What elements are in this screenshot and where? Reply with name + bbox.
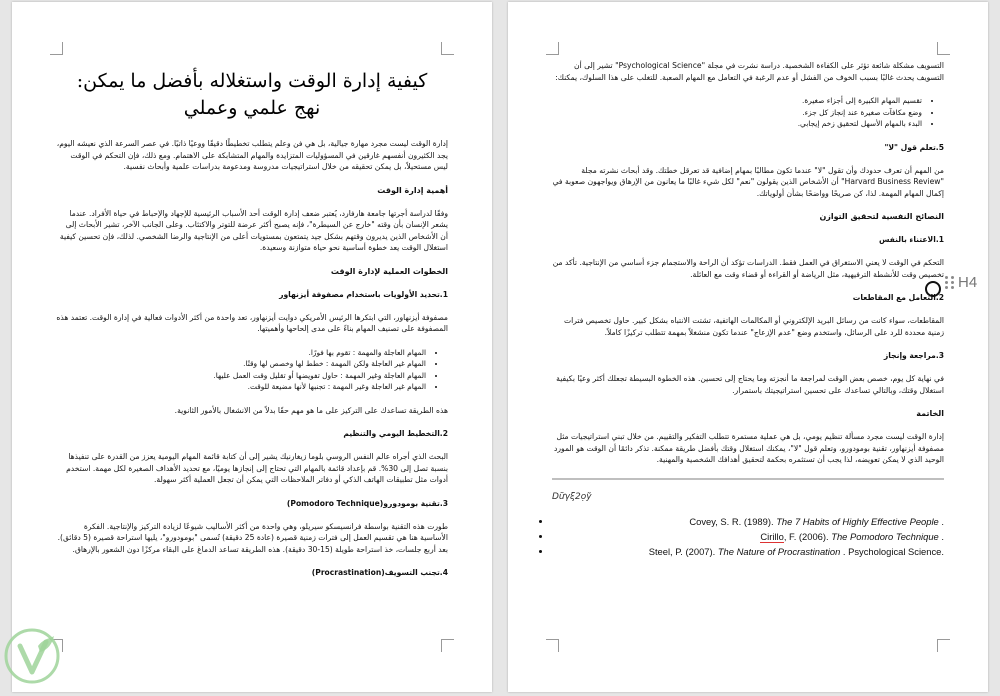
page-content[interactable]	[552, 60, 944, 559]
reference-title: The Pomodoro Technique	[831, 530, 939, 542]
tip-3-paragraph: في نهاية كل يوم، خصص بعض الوقت لمراجعة ما أنجزته وما يحتاج إلى تحسين. هذه الخطوة البسيطة تجعلك أكثر وعيًا بكيفية استغلال وقتك، وبالتالي تساعدك على تحسين استراتيجيتك باستمرار.	[556, 374, 944, 395]
reference-title: The 7 Habits of Highly Effective People	[776, 515, 939, 527]
references-list	[552, 514, 944, 559]
watermark-logo-icon	[2, 624, 66, 694]
reference-author: , F. (2006).	[783, 530, 832, 542]
crop-mark	[937, 639, 950, 652]
heading-psych-tips: النصائح النفسية لتحقيق التوازن	[819, 212, 944, 221]
tip-2-paragraph: المقاطعات، سواء كانت من رسائل البريد الإلكتروني أو المكالمات الهاتفية، تشتت الانتباه بشكل كبير. حاول تخصيص فترات زمنية محددة للرد على الرسائل، واستخدم وضع "عدم الإزعاج" عندما تكون منشغلاً بمهمة تتطلب تركيزًا كاملاً.	[563, 316, 944, 337]
reference-item	[552, 514, 944, 529]
reference-suffix: .	[938, 530, 944, 542]
spellcheck-flagged-word[interactable]: Cirillo	[760, 530, 784, 542]
reference-suffix: . Psychological Science.	[840, 545, 944, 557]
heading-tip-3: 3.مراجعة وإنجاز	[883, 351, 944, 360]
heading-level-label[interactable]: H4	[958, 274, 978, 291]
reference-item	[552, 529, 944, 544]
heading-step-3: 3.تقنية بومودورو(Pomodoro Technique)	[286, 498, 448, 508]
cursor-ring-icon	[925, 281, 941, 297]
crop-mark	[546, 639, 559, 652]
procrastination-list	[552, 95, 944, 130]
tip-1-paragraph: التحكم في الوقت لا يعني الاستغراق في العمل فقط. الدراسات تؤكد أن الراحة والاستجمام جزء أساسي من الإنتاجية. تأكد من تخصيص وقت للأنشطة الترفيهية، مثل الرياضة أو القراءة أو قضاء وقت مع العائلة.	[552, 258, 944, 279]
heading-tip-2: 2.التعامل مع المقاطعات	[852, 293, 944, 302]
intro-paragraph: إدارة الوقت ليست مجرد مهارة جيالية، بل هي فن وعلم يتطلب تخطيطًا دقيقًا ووعيًا ذاتيًا. في عصر السرعة الذي نعيشه اليوم، يجد الكثيرون أنفسهم غارقين في المسؤوليات المتزايدة والمهام المتشابكة على الاهتمام. ومع ذلك، فإن التحكم في الوقت ليس مستحيلاً، بل يمكن تحقيقه من خلال استراتيجيات مدروسة ومدعومة بدراسات علمية وأبحاث نفسية.	[56, 139, 448, 171]
list-item: • البدء بالمهام الأسهل لتحقيق زخم إيجابي.	[552, 118, 922, 130]
heading-step-4: 4.تجنب التسويف(Procrastination)	[311, 568, 448, 577]
reference-author: Steel, P. (2007).	[648, 545, 718, 557]
drag-handle-icon[interactable]	[945, 276, 955, 289]
heading-step-1: 1.تحديد الأولويات باستخدام مصفوفة أيزنهاور	[279, 289, 448, 299]
list-item: • وضع مكافآت صغيرة عند إنجاز كل جزء.	[552, 107, 922, 119]
references-heading: Dữγξ2ọỹ	[552, 491, 592, 502]
list-item: • المهام غير العاجلة ولكن المهمة : خطط لها وخصص لها وقتًا.	[56, 358, 426, 370]
heading-practical-steps: الخطوات العملية لإدارة الوقت	[330, 266, 448, 276]
step-1-paragraph: مصفوفة أيزنهاور، التي ابتكرها الرئيس الأمريكي دوايت أيزنهاور، تعد واحدة من أكثر الأدوات فعالية في إدارة الوقت. تعتمد هذه المصفوفة على تصنيف المهام بناءً على مدى إلحاحها وأهميتها.	[56, 312, 448, 333]
conclusion-paragraph: إدارة الوقت ليست مجرد مسألة تنظيم يومي، بل هي عملية مستمرة تتطلب التفكير والتقييم. من خلال تبني استراتيجيات مثل مصفوفة أيزنهاور، تقنية بومودورو، وتعلم قول "لا"، يمكنك استغلال وقتك بأفضل طريقة ممكنة. تذكر دائمًا أن الوقت هو المورد الوحيد الذي لا يمكن تعويضه، لذا يجب أن تستثمره بحكمة لتحقيق أهدافك الشخصية والمهنية.	[554, 432, 944, 464]
crop-mark	[546, 42, 559, 55]
reference-title: The Nature of Procrastination	[717, 545, 841, 557]
page-content[interactable]	[56, 54, 448, 590]
document-title: كيفية إدارة الوقت واستغلاله بأفضل ما يمكن: نهج علمي وعملي	[76, 70, 428, 119]
matrix-list	[56, 347, 448, 393]
list-item: • تقسيم المهام الكبيرة إلى أجزاء صغيرة.	[552, 95, 922, 107]
list-item: • المهام العاجلة وغير المهمة : حاول تفويضها أو تقليل وقت العمل عليها.	[56, 370, 426, 382]
list-item: • المهام غير العاجلة وغير المهمة : تجنبها لأنها مضيعة للوقت.	[56, 381, 426, 393]
heading-tip-1[interactable]: 1.الاعتناء بالنفس	[878, 235, 944, 244]
matrix-note-paragraph: هذه الطريقة تساعدك على التركيز على ما هو مهم حقًا بدلاً من الانشغال بالأمور الثانوية.	[174, 405, 448, 415]
crop-mark	[441, 639, 454, 652]
reference-item	[552, 544, 944, 559]
crop-mark	[937, 42, 950, 55]
importance-paragraph: وفقًا لدراسة أجرتها جامعة هارفارد، يُعتبر ضعف إدارة الوقت أحد الأسباب الرئيسية للإجهاد والإحباط في حياة الأفراد. عندما يشعر الإنسان بأن وقته "خارج عن السيطرة"، فإنه يصبح أكثر عرضة للتوتر والاكتئاب. وعلى الجانب الآخر، تشير الأبحاث إلى أن الأشخاص الذين يديرون وقتهم بشكل جيد يتمتعون بمستويات أعلى من الإنتاجية والرضا الشخصي. لذلك، فإن تحسين كيفية استغلال الوقت يعد خطوة أساسية نحو حياة متوازنة وسعيدة.	[59, 208, 448, 252]
section-divider	[552, 478, 944, 480]
heading-importance: أهمية إدارة الوقت	[377, 185, 448, 195]
heading-step-2: 2.التخطيط اليومي والتنظيم	[343, 429, 448, 438]
step-2-paragraph: البحث الذي أجراه عالم النفس الروسي بلوما زيغارنيك يشير إلى أن كتابة قائمة المهام اليومية يعزز من القدرة على تنفيذها بنسبة تصل إلى 30%. قم بإعداد قائمة بالمهام التي تحتاج إلى إنجازها يوميًا، مع تحديد الأهداف الصغيرة لكل مهمة. استخدم أدوات مثل تطبيقات الهاتف الذكي أو دفاتر الملاحظات التي يمكن أن تجعل العملية أكثر سهولة.	[66, 452, 448, 484]
document-page-left	[12, 2, 492, 692]
heading-step-5: 5.تعلم قول "لا"	[884, 142, 944, 152]
reference-author: Covey, S. R. (1989).	[689, 515, 777, 527]
step-5-paragraph: من المهم أن تعرف حدودك وأن تقول "لا" عندما تكون مطالبًا بمهام إضافية قد تعرقل خطتك. وقد أبحاث نشرته مجلة "Harvard Business Review" أن الأشخاص الذين يقولون "نعم" لكل شيء غالبًا ما يعانون من الإرهاق ويواجهون صعوبة في إكمال المهام المهمة. لذا، كن صريحًا وواضحًا بشأن أولوياتك.	[552, 165, 944, 198]
document-page-right	[508, 2, 988, 692]
heading-conclusion: الخاتمة	[916, 409, 944, 418]
block-handle[interactable]	[945, 274, 977, 291]
reference-suffix: .	[938, 515, 944, 527]
procrastination-paragraph: التسويف مشكلة شائعة تؤثر على الكفاءة الشخصية. دراسة نشرت في مجلة "Psychological Science" تشير إلى أن التسويف يحدث غالبًا بسبب الخوف من الفشل أو عدم الرغبة في التعامل مع المهام الصعبة. للتغلب على هذا السلوك، يمكنك:	[555, 61, 944, 82]
step-3-paragraph: طورت هذه التقنية بواسطة فرانسيسكو سيريلو، وهي واحدة من أكثر الأساليب شيوعًا لزيادة التركيز والإنتاجية. الفكرة الأساسية هنا هي تقسيم العمل إلى فترات زمنية قصيرة (عادة 25 دقيقة) تُسمى "بومودورو"، يليها استراحة قصيرة (5 دقائق). بعد أربع جلسات، خذ استراحة طويلة (15-30 دقيقة). هذه الطريقة تساعد الدماغ على البقاء مركزًا دون الشعور بالإرهاق.	[57, 521, 448, 554]
list-item: • المهام العاجلة والمهمة : تقوم بها فورًا.	[56, 347, 426, 359]
